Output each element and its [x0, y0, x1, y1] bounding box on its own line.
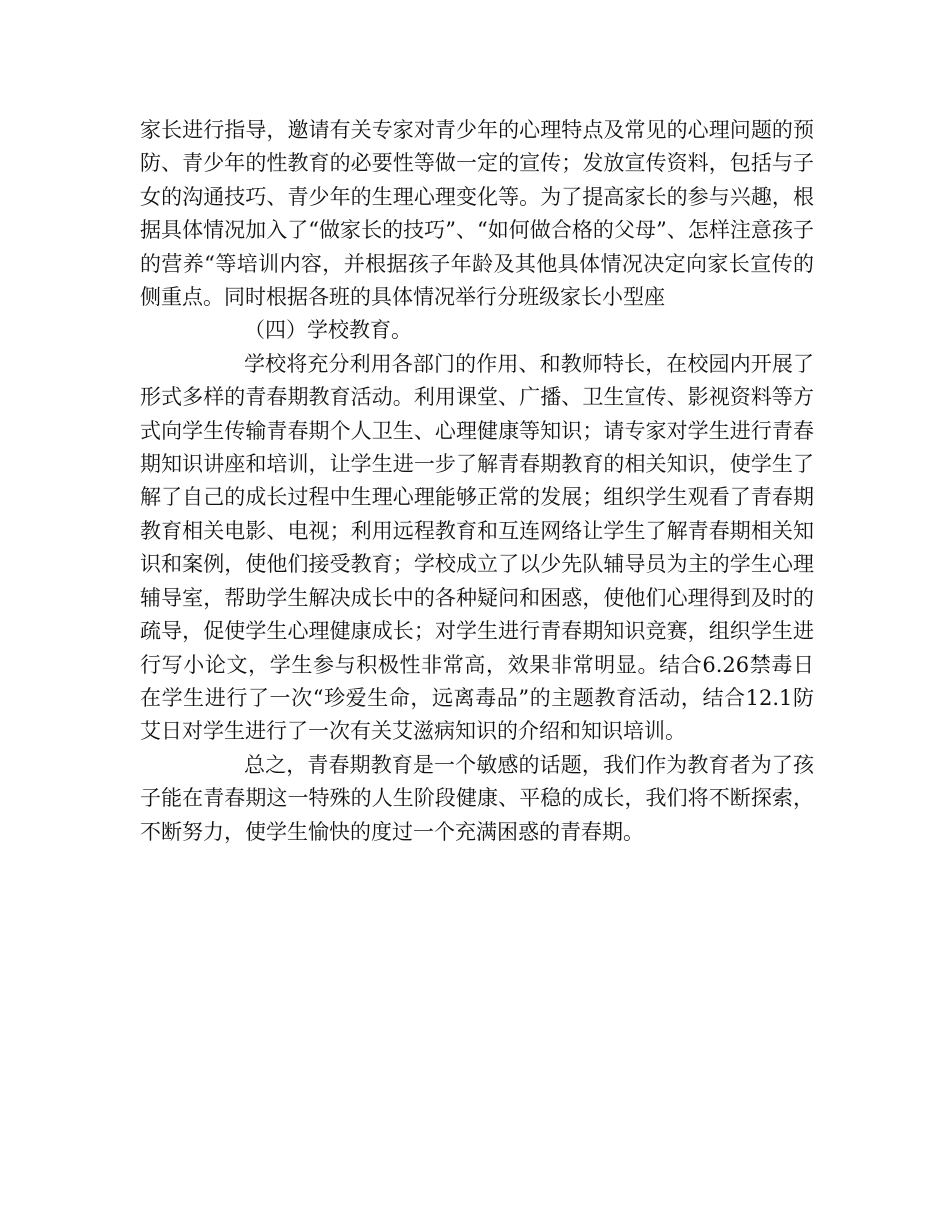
section-heading-school-education: （四）学校教育。	[244, 318, 412, 343]
paragraph-conclusion: 总之，青春期教育是一个敏感的话题，我们作为教育者为了孩子能在青春期这一特殊的人生阶段健康、平稳的成长，我们将不断探索，不断努力，使学生愉快的度过一个充满困惑的青春期。	[140, 752, 814, 844]
paragraph-parent-guidance: 家长进行指导，邀请有关专家对青少年的心理特点及常见的心理问题的预防、青少年的性教育的必要性等做一定的宣传；发放宣传资料，包括与子女的沟通技巧、青少年的生理心理变化等。为了提高家长的参与兴趣，根据具体情况加入了“做家长的技巧”、“如何做合格的父母”、怎样注意孩子的营养“等培训内容，并根据孩子年龄及其他具体情况决定向家长宣传的侧重点。同时根据各班的具体情况举行分班级家长小型座	[140, 118, 814, 310]
document-body	[140, 114, 814, 849]
paragraph-school-activities: 学校将充分利用各部门的作用、和教师特长，在校园内开展了形式多样的青春期教育活动。利用课堂、广播、卫生宣传、影视资料等方式向学生传输青春期个人卫生、心理健康等知识；请专家对学生进行青春期知识讲座和培训，让学生进一步了解青春期教育的相关知识，使学生了解了自己的成长过程中生理心理能够正常的发展；组织学生观看了青春期教育相关电影、电视；利用远程教育和互连网络让学生了解青春期相关知识和案例，使他们接受教育；学校成立了以少先队辅导员为主的学生心理辅导室，帮助学生解决成长中的各种疑问和困惑，使他们心理得到及时的疏导，促使学生心理健康成长；对学生进行青春期知识竞赛，组织学生进行写小论文，学生参与积极性非常高，效果非常明显。结合6.26禁毒日在学生进行了一次“珍爱生命，远离毒品”的主题教育活动，结合12.1防艾日对学生进行了一次有关艾滋病知识的介绍和知识培训。	[140, 351, 814, 744]
